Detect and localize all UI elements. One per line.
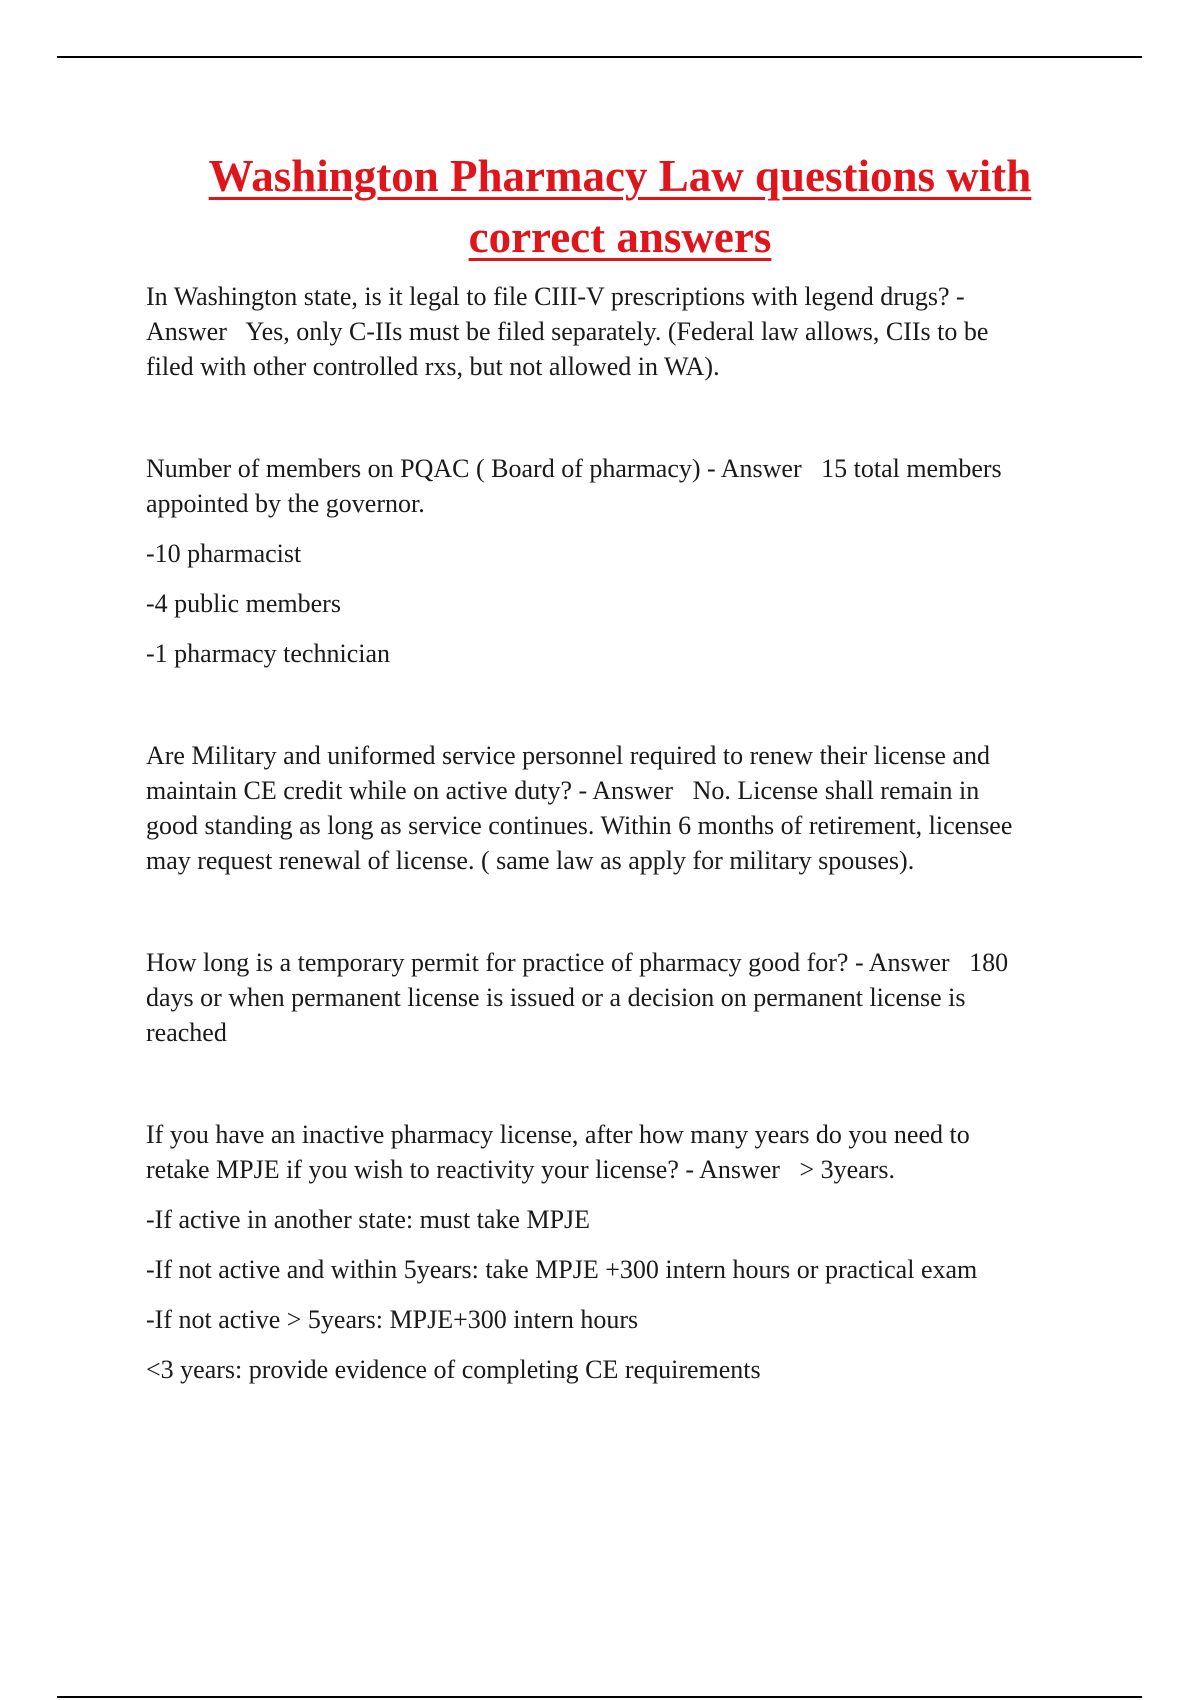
qa-item-2	[146, 451, 1091, 671]
qa-text-line: days or when permanent license is issued or a decision on permanent license is	[146, 983, 966, 1012]
qa-text-line: retake MPJE if you wish to reactivity your license? - Answer > 3years.	[146, 1155, 895, 1184]
qa-text-line: Answer Yes, only C-IIs must be filed separately. (Federal law allows, CIIs to be	[146, 317, 989, 346]
qa-item-4	[146, 945, 1091, 1050]
qa-text-line: good standing as long as service continues. Within 6 months of retirement, licensee	[146, 811, 1013, 840]
qa-subitem: <3 years: provide evidence of completing CE requirements	[146, 1355, 761, 1384]
qa-subitem: -If active in another state: must take MPJE	[146, 1205, 591, 1234]
qa-item-5	[146, 1117, 1091, 1387]
qa-subitem: -1 pharmacy technician	[146, 639, 390, 668]
qa-item-3	[146, 738, 1091, 878]
qa-text-line: How long is a temporary permit for practice of pharmacy good for? - Answer 180	[146, 948, 1009, 977]
document-body	[146, 279, 1091, 1387]
document-title	[140, 146, 1100, 268]
title-line-2: correct answers	[468, 212, 772, 262]
qa-text-line: If you have an inactive pharmacy license, after how many years do you need to	[146, 1120, 970, 1149]
qa-subitem: -4 public members	[146, 589, 341, 618]
qa-subitem: -If not active > 5years: MPJE+300 intern hours	[146, 1305, 639, 1334]
qa-text-line: maintain CE credit while on active duty? - Answer No. License shall remain in	[146, 776, 980, 805]
qa-text-line: Are Military and uniformed service personnel required to renew their license and	[146, 741, 990, 770]
title-line-1: Washington Pharmacy Law questions with	[208, 151, 1032, 201]
qa-item-1	[146, 279, 1091, 384]
qa-text-line: appointed by the governor.	[146, 489, 425, 518]
qa-subitem: -If not active and within 5years: take MPJE +300 intern hours or practical exam	[146, 1255, 978, 1284]
qa-text-line: reached	[146, 1018, 227, 1047]
header-rule	[57, 56, 1142, 58]
footer-rule	[57, 1696, 1142, 1698]
qa-subitem: -10 pharmacist	[146, 539, 302, 568]
qa-text-line: In Washington state, is it legal to file CIII-V prescriptions with legend drugs? -	[146, 282, 965, 311]
qa-text-line: may request renewal of license. ( same law as apply for military spouses).	[146, 846, 915, 875]
qa-text-line: Number of members on PQAC ( Board of pharmacy) - Answer 15 total members	[146, 454, 1002, 483]
qa-text-line: filed with other controlled rxs, but not allowed in WA).	[146, 352, 720, 381]
